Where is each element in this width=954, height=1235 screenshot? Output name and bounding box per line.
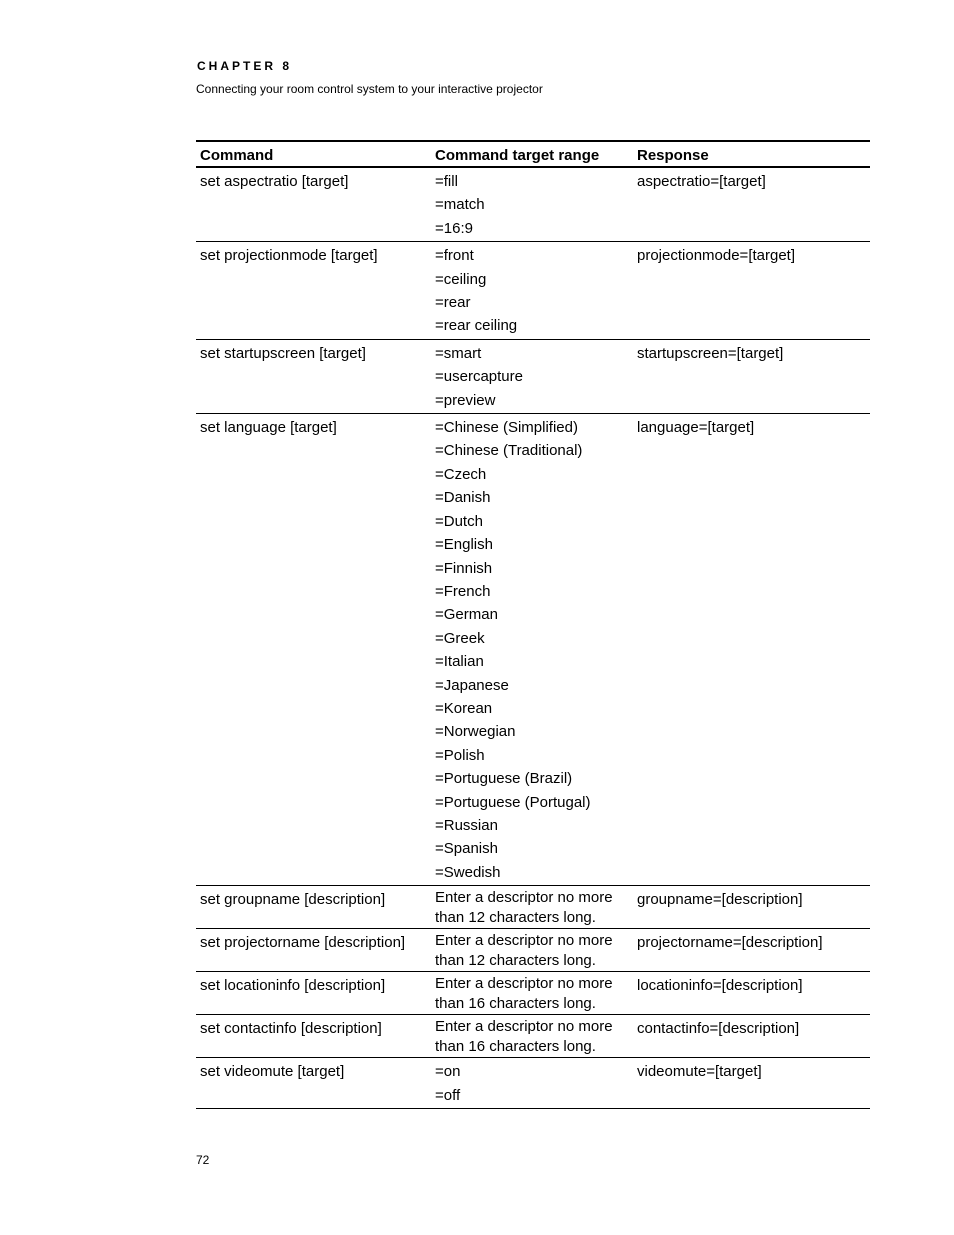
target-value: Enter a descriptor no more than 12 characters long. (435, 932, 613, 969)
target-value: =off (435, 1086, 461, 1104)
target-value: =front (435, 247, 474, 265)
table-row (196, 972, 870, 1015)
response-cell: locationinfo=[description] (637, 977, 803, 995)
command-cell: set groupname [description] (200, 891, 386, 909)
command-table (196, 140, 870, 1109)
response-cell: language=[target] (637, 419, 755, 437)
target-value: =rear ceiling (435, 317, 518, 335)
target-range-cell (431, 242, 633, 340)
target-range-cell (431, 1015, 633, 1058)
response-cell: projectorname=[description] (637, 934, 823, 952)
response-cell: contactinfo=[description] (637, 1020, 800, 1038)
column-header-response: Response (633, 141, 870, 167)
target-value: =Dutch (435, 512, 483, 530)
target-value: Enter a descriptor no more than 16 characters long. (435, 1018, 613, 1055)
target-value: =German (435, 606, 498, 624)
target-value: =Korean (435, 699, 493, 717)
target-value: =Greek (435, 629, 485, 647)
command-cell: set videomute [target] (200, 1063, 345, 1081)
target-value: =ceiling (435, 270, 487, 288)
target-value: =Spanish (435, 840, 498, 858)
target-range-cell (431, 972, 633, 1015)
target-value: =on (435, 1063, 461, 1081)
target-value: =English (435, 536, 493, 554)
chapter-subtitle: Connecting your room control system to your interactive projector (196, 82, 543, 96)
command-cell: set projectorname [description] (200, 934, 406, 952)
target-range-cell (431, 1058, 633, 1109)
target-range-cell (431, 929, 633, 972)
response-cell: aspectratio=[target] (637, 173, 766, 190)
target-value: =Swedish (435, 863, 501, 881)
target-value: =usercapture (435, 368, 523, 386)
target-range-cell (431, 339, 633, 413)
table-row (196, 886, 870, 929)
command-cell: set locationinfo [description] (200, 977, 386, 995)
response-cell: startupscreen=[target] (637, 344, 784, 362)
response-cell: groupname=[description] (637, 891, 803, 909)
target-value: Enter a descriptor no more than 12 characters long. (435, 889, 613, 926)
command-cell: set startupscreen [target] (200, 344, 366, 362)
table-row (196, 339, 870, 413)
target-value: =Polish (435, 746, 485, 764)
table-row (196, 1058, 870, 1109)
target-range-cell (431, 167, 633, 242)
command-cell: set language [target] (200, 419, 337, 437)
target-value: =Finnish (435, 559, 493, 577)
target-value: =match (435, 196, 485, 214)
table-row (196, 929, 870, 972)
target-value: =Portuguese (Brazil) (435, 770, 573, 788)
command-cell: set contactinfo [description] (200, 1020, 382, 1038)
table-row (196, 167, 870, 242)
target-value: =Russian (435, 816, 498, 834)
response-cell: videomute=[target] (637, 1063, 762, 1081)
target-range-cell (431, 886, 633, 929)
table-row (196, 1015, 870, 1058)
target-value: =Portuguese (Portugal) (435, 793, 591, 811)
target-value: =Danish (435, 489, 491, 507)
target-value: =Czech (435, 465, 487, 483)
response-cell: projectionmode=[target] (637, 247, 796, 265)
target-value: =Chinese (Simplified) (435, 419, 578, 437)
target-value: =16:9 (435, 219, 473, 237)
table-body (196, 167, 870, 1109)
table-row (196, 414, 870, 886)
table-row (196, 242, 870, 340)
table-header-row (196, 141, 870, 167)
target-value: =preview (435, 391, 496, 409)
target-value: =Norwegian (435, 723, 516, 741)
target-range-cell (431, 414, 633, 886)
column-header-command: Command (196, 141, 431, 167)
target-value: =Italian (435, 653, 484, 671)
command-cell: set aspectratio [target] (200, 173, 349, 190)
command-cell: set projectionmode [target] (200, 247, 378, 265)
target-value: =Japanese (435, 676, 509, 694)
chapter-heading: CHAPTER 8 (197, 59, 293, 73)
target-value: =Chinese (Traditional) (435, 442, 583, 460)
column-header-target-range: Command target range (431, 141, 633, 167)
page-number: 72 (196, 1153, 210, 1167)
target-value: =rear (435, 294, 471, 312)
target-value: =smart (435, 344, 482, 362)
target-value: =French (435, 582, 491, 600)
target-value: =fill (435, 173, 458, 190)
target-value: Enter a descriptor no more than 16 characters long. (435, 975, 613, 1012)
